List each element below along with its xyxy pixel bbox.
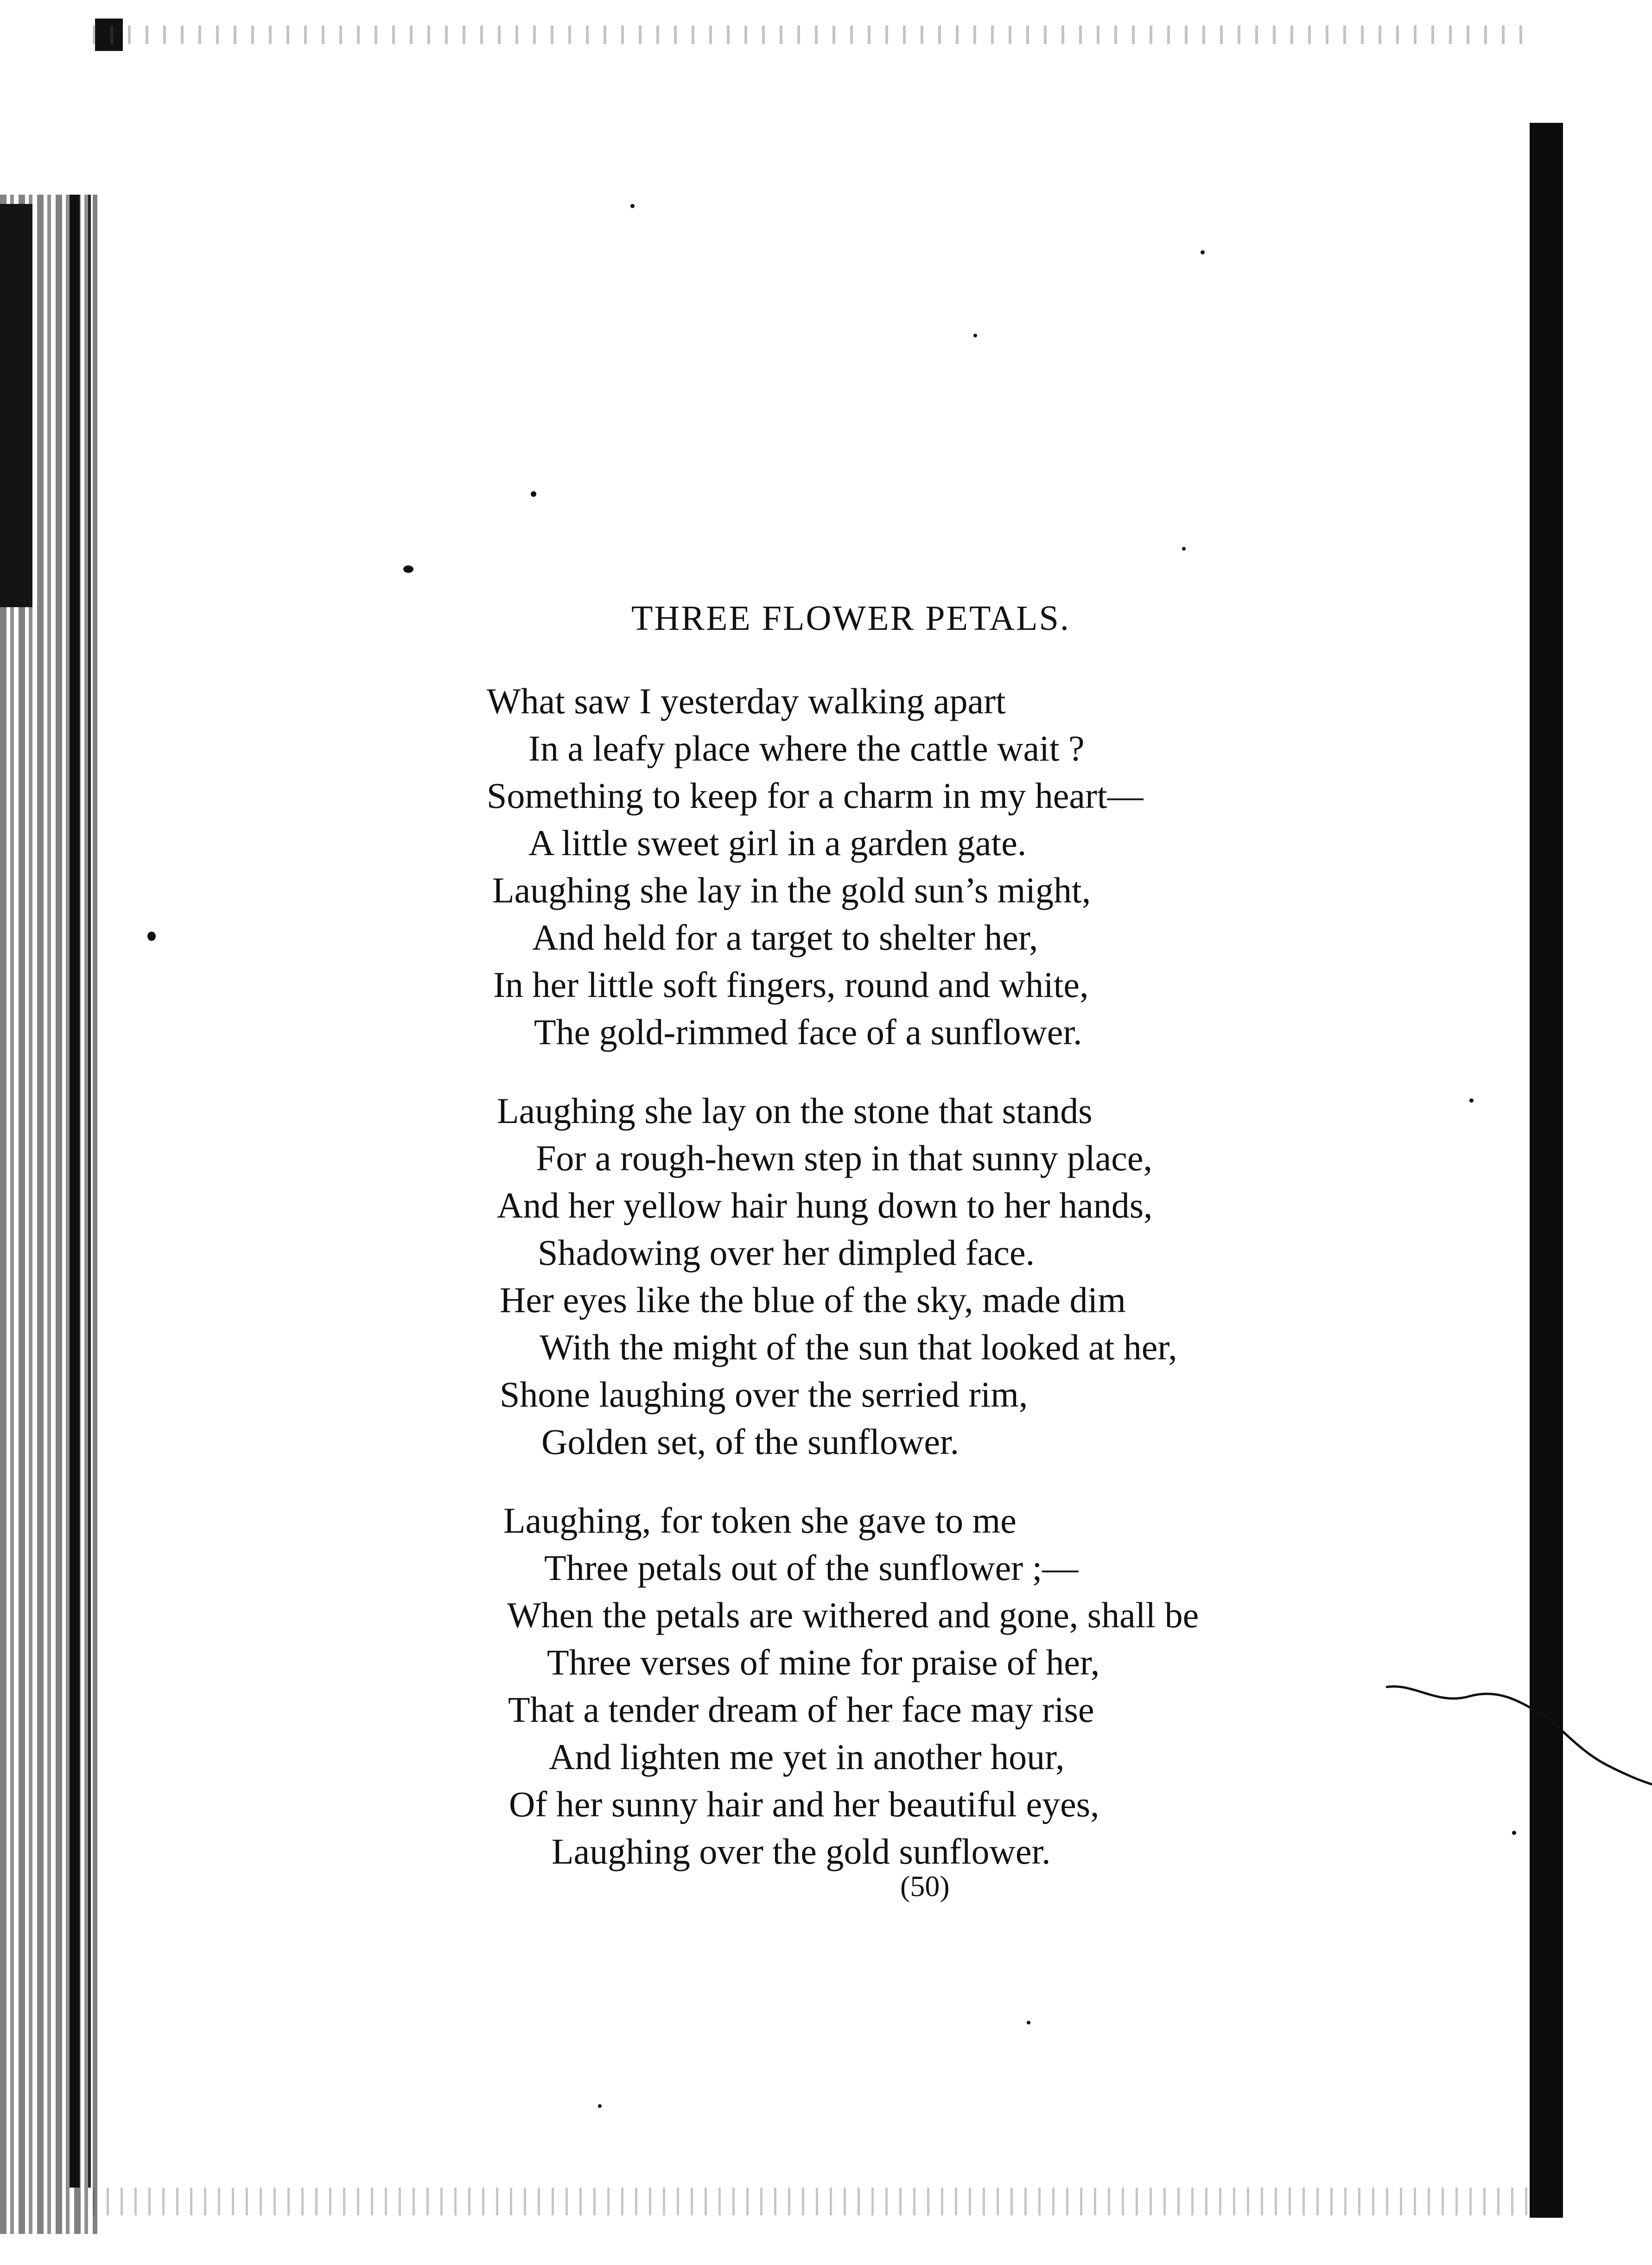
poem-line: And lighten me yet in another hour, [549,1737,1065,1777]
scan-edge-right [1530,123,1563,2218]
poem-line: The gold-rimmed face of a sunflower. [534,1012,1082,1052]
ink-speck [1201,250,1205,254]
poem-line: Laughing she lay in the gold sun’s might, [492,870,1091,910]
poem-line: Laughing, for token she gave to me [503,1500,1017,1541]
poem-line: In her little soft fingers, round and white, [493,964,1089,1005]
scan-noise-bottom [93,2188,1530,2215]
ink-speck [403,565,413,573]
scan-noise-top [93,25,1530,44]
ink-speck [598,2104,602,2108]
poem-line: And her yellow hair hung down to her hands, [497,1185,1153,1225]
ink-speck [630,204,635,208]
poem-line: And held for a target to shelter her, [532,917,1038,958]
ink-speck [1469,1098,1474,1103]
ink-speck [147,932,156,941]
poem-line: Laughing over the gold sunflower. [552,1831,1051,1872]
poem-line: That a tender dream of her face may rise [508,1689,1094,1730]
ink-stroke-mark [1386,1678,1652,1798]
ink-speck [973,334,977,337]
poem-line: With the might of the sun that looked at her, [540,1327,1177,1367]
ink-speck [531,491,536,497]
page-rule-left [70,195,80,2188]
ink-speck [1182,547,1186,551]
scan-shadow-left [0,204,32,607]
poem-line: For a rough-hewn step in that sunny place, [536,1138,1153,1178]
poem-line: What saw I yesterday walking apart [487,681,1006,721]
poem-line: Golden set, of the sunflower. [541,1421,959,1462]
poem-line: Shone laughing over the serried rim, [500,1374,1028,1415]
page-rule-left-inner [88,195,91,2188]
ink-speck [1027,2021,1030,2024]
ink-speck [1512,1831,1516,1835]
poem-line: Three petals out of the sunflower ;— [544,1548,1079,1588]
poem-line: Shadowing over her dimpled face. [538,1232,1035,1273]
poem-line: A little sweet girl in a garden gate. [528,823,1027,863]
poem-line: Laughing she lay on the stone that stands [497,1091,1093,1131]
poem-line: Her eyes like the blue of the sky, made dim [500,1280,1126,1320]
poem-line: Of her sunny hair and her beautiful eyes, [509,1784,1099,1824]
poem-line: Something to keep for a charm in my heart— [487,775,1144,816]
poem-title: THREE FLOWER PETALS. [631,599,1070,638]
poem-line: When the petals are withered and gone, shall be [507,1595,1199,1635]
poem-line: In a leafy place where the cattle wait ? [528,728,1085,768]
page-number: (50) [900,1870,950,1903]
poem-line: Three verses of mine for praise of her, [547,1642,1100,1682]
